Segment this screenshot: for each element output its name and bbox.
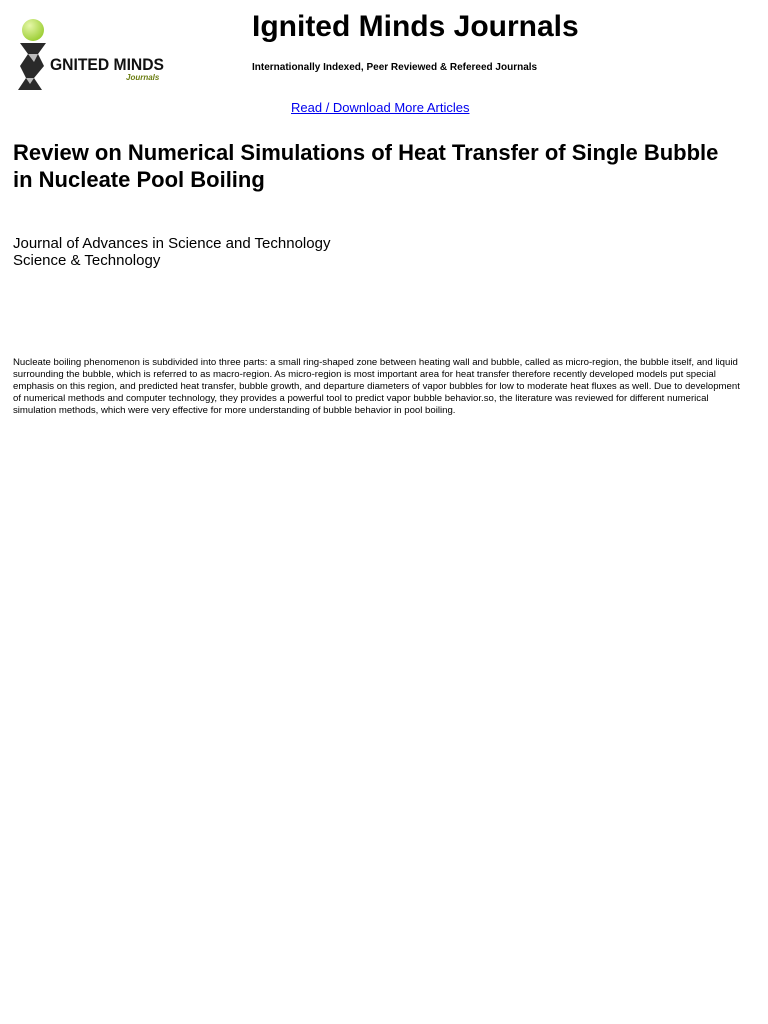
site-title: Ignited Minds Journals <box>252 10 579 43</box>
article-category: Science & Technology <box>13 252 161 269</box>
site-tagline: Internationally Indexed, Peer Reviewed & Refereed Journals <box>252 62 538 73</box>
logo-stand <box>18 43 46 90</box>
logo-sub-wordmark: Journals <box>126 73 160 82</box>
logo-sphere <box>22 19 44 41</box>
read-download-more-articles-link[interactable]: Read / Download More Articles <box>291 100 470 115</box>
article-title: Review on Numerical Simulations of Heat Transfer of Single Bubble in Nucleate Pool Boiling <box>13 140 719 192</box>
logo-wordmark: GNITED MINDS <box>50 56 164 74</box>
ignited-minds-logo <box>14 16 170 96</box>
journal-name: Journal of Advances in Science and Technology <box>13 235 331 252</box>
article-abstract: Nucleate boiling phenomenon is subdivided into three parts: a small ring-shaped zone between heating wall and bubble, called as micro-region, the bubble itself, and liquid surrounding the bubble, which is referred to as macro-region. As micro-region is most important area for heat transfer therefore recently developed models put special emphasis on this region, and predicted heat transfer, bubble growth, and departure diameters of vapor bubbles for low to moderate heat fluxes as well. Due to development of numerical methods and computer technology, they provides a powerful tool to predict vapor bubble behavior.so, the literature was reviewed for different numerical simulation methods, which were very effective for more understanding of bubble behavior in pool boiling. <box>13 357 740 416</box>
ignited-minds-logo-icon <box>14 16 170 96</box>
